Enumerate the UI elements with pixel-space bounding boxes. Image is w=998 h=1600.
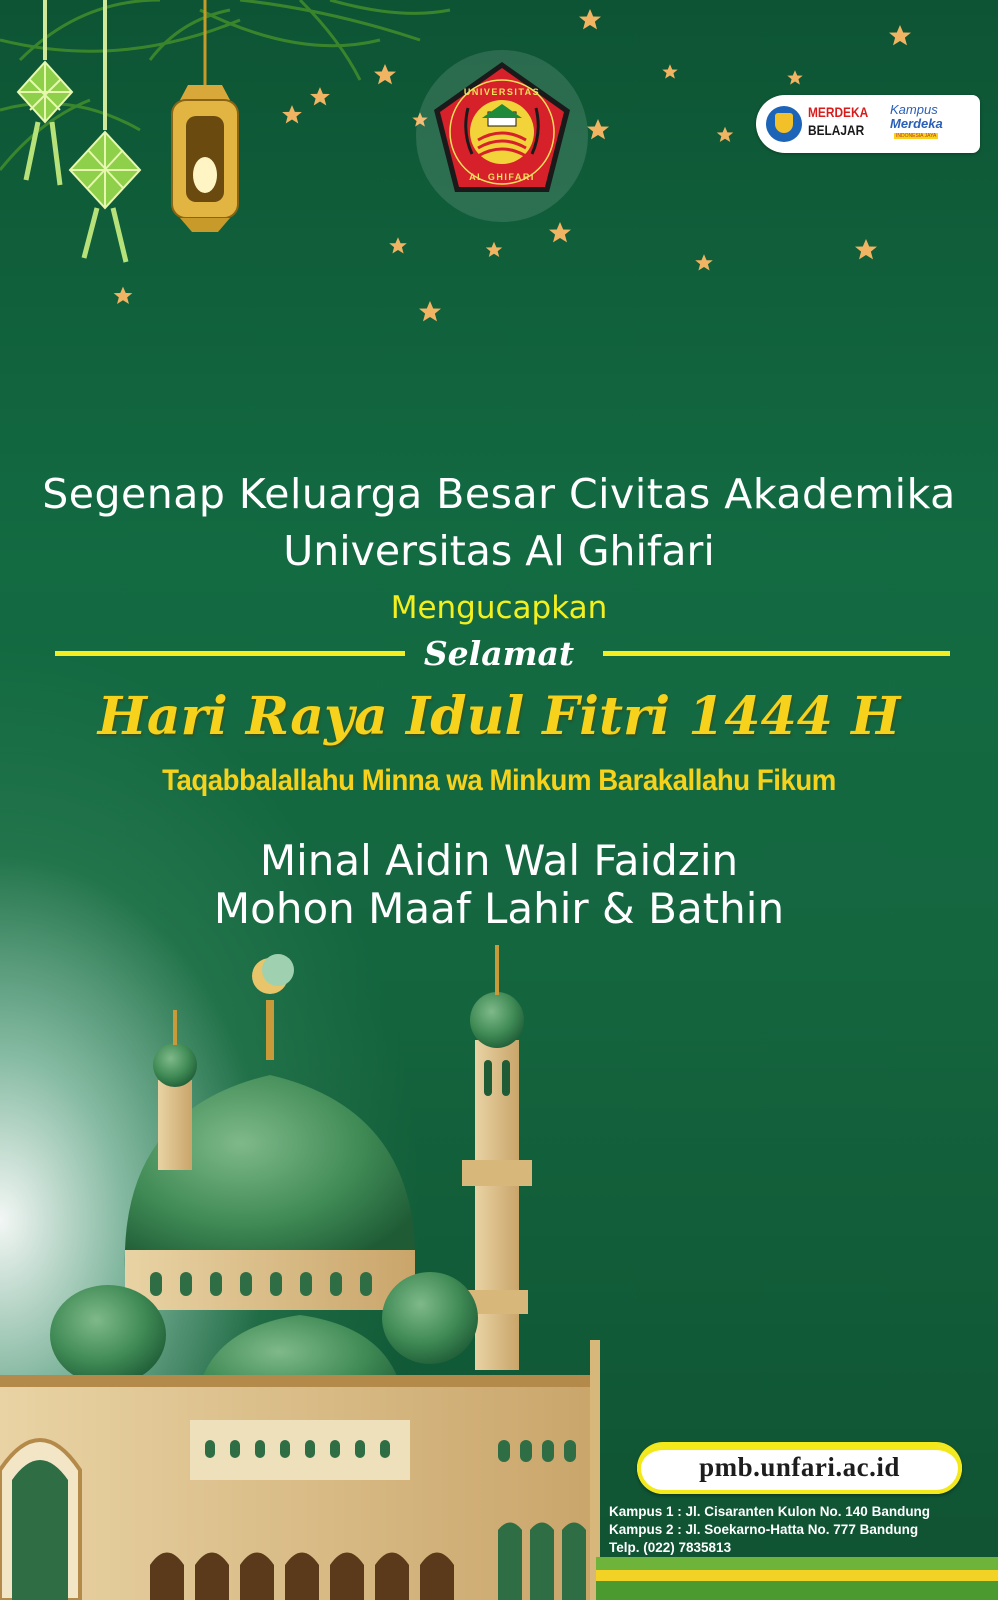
footer-stripe	[596, 1581, 998, 1600]
taqabbal-text: Taqabbalallahu Minna wa Minkum Barakallahu Fikum	[162, 764, 836, 797]
hari-raya-title: Hari Raya Idul Fitri 1444 H	[97, 686, 901, 747]
greeting-line-2: Universitas Al Ghifari	[283, 527, 715, 575]
mengucapkan-text: Mengucapkan	[390, 590, 608, 626]
badge-merdeka2-text: Merdeka	[890, 116, 943, 131]
address-campus-2: Kampus 2 : Jl. Soekarno-Hatta No. 777 Bandung	[609, 1522, 919, 1537]
minal-aidin-text: Minal Aidin Wal Faidzin	[259, 836, 739, 885]
greeting-line-1: Segenap Keluarga Besar Civitas Akademika	[42, 470, 956, 518]
logo-bottom-text: AL GHIFARI	[469, 172, 535, 182]
badge-tagline-text: INDONESIA JAYA	[896, 133, 937, 139]
website-pill[interactable]	[637, 1442, 962, 1494]
phone-number: Telp. (022) 7835813	[609, 1540, 732, 1555]
website-url[interactable]: pmb.unfari.ac.id	[699, 1452, 900, 1482]
badge-kampus-text: Kampus	[890, 102, 938, 117]
badge-merdeka-text: MERDEKA	[808, 104, 869, 120]
footer-stripe	[596, 1570, 998, 1581]
badge-belajar-text: BELAJAR	[808, 122, 865, 138]
selamat-text: Selamat	[423, 634, 575, 673]
address-campus-1: Kampus 1 : Jl. Cisaranten Kulon No. 140 Bandung	[609, 1504, 931, 1519]
mohon-maaf-text: Mohon Maaf Lahir & Bathin	[213, 884, 785, 933]
footer-stripe	[596, 1557, 998, 1570]
crescent-icon	[252, 954, 294, 994]
logo-top-text: UNIVERSITAS	[463, 87, 541, 97]
